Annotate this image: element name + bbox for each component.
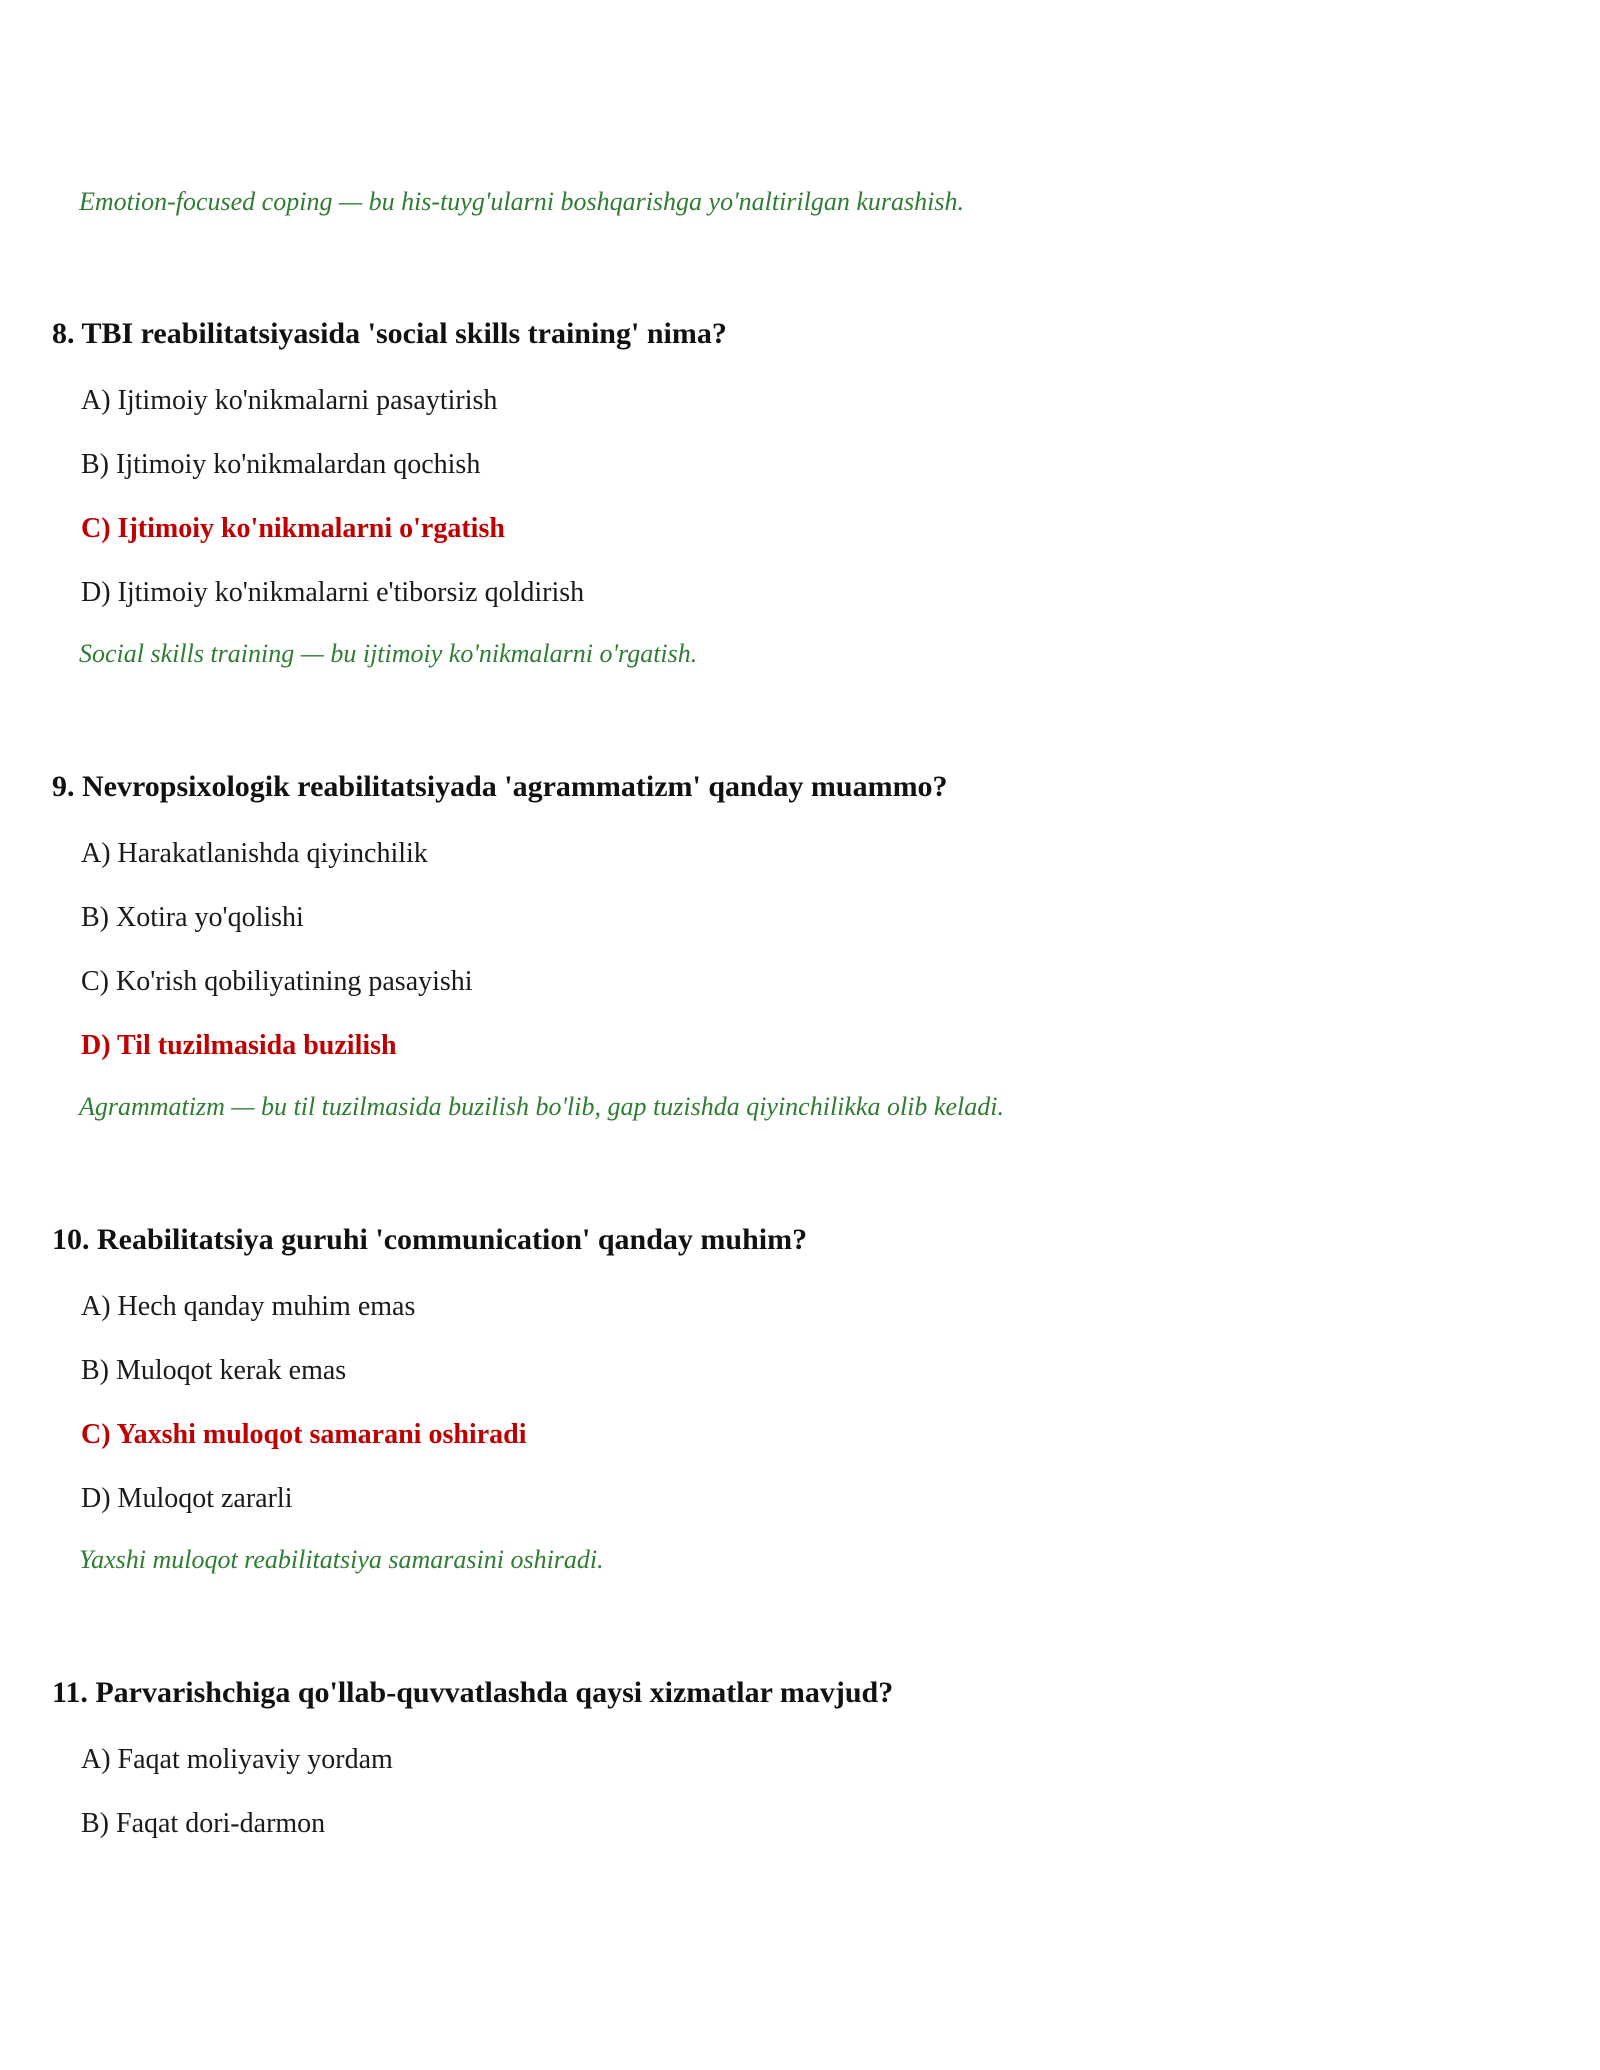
- question-8-explanation: Social skills training — bu ijtimoiy ko'nikmalarni o'rgatish.: [79, 639, 698, 668]
- question-9-title: 9. Nevropsixologik reabilitatsiyada 'agrammatizm' qanday muammo?: [52, 770, 948, 803]
- question-9-option-d-correct: D) Til tuzilmasida buzilish: [81, 1030, 397, 1061]
- question-9-option-a: A) Harakatlanishda qiyinchilik: [81, 838, 428, 869]
- question-10-title: 10. Reabilitatsiya guruhi 'communication' qanday muhim?: [52, 1223, 808, 1256]
- question-10-option-a: A) Hech qanday muhim emas: [81, 1291, 416, 1322]
- question-8-option-c-correct: C) Ijtimoiy ko'nikmalarni o'rgatish: [81, 513, 505, 544]
- question-8-option-d: D) Ijtimoiy ko'nikmalarni e'tiborsiz qoldirish: [81, 577, 585, 608]
- question-11-title: 11. Parvarishchiga qo'llab-quvvatlashda qaysi xizmatlar mavjud?: [52, 1676, 894, 1709]
- question-9-option-b: B) Xotira yo'qolishi: [81, 902, 304, 933]
- question-8-title: 8. TBI reabilitatsiyasida 'social skills training' nima?: [52, 317, 727, 350]
- question-9-option-c: C) Ko'rish qobiliyatining pasayishi: [81, 966, 473, 997]
- question-8-option-b: B) Ijtimoiy ko'nikmalardan qochish: [81, 449, 481, 480]
- question-10-explanation: Yaxshi muloqot reabilitatsiya samarasini oshiradi.: [79, 1545, 604, 1574]
- question-9-explanation: Agrammatizm — bu til tuzilmasida buzilish bo'lib, gap tuzishda qiyinchilikka olib keladi.: [79, 1092, 1004, 1121]
- question-10-option-c-correct: C) Yaxshi muloqot samarani oshiradi: [81, 1419, 527, 1450]
- question-8-option-a: A) Ijtimoiy ko'nikmalarni pasaytirish: [81, 385, 498, 416]
- question-10-option-d: D) Muloqot zararli: [81, 1483, 293, 1514]
- intro-explanation: Emotion-focused coping — bu his-tuyg'ularni boshqarishga yo'naltirilgan kurashish.: [79, 187, 964, 216]
- question-11-option-b: B) Faqat dori-darmon: [81, 1808, 326, 1839]
- question-10-option-b: B) Muloqot kerak emas: [81, 1355, 347, 1386]
- question-11-option-a: A) Faqat moliyaviy yordam: [81, 1744, 393, 1775]
